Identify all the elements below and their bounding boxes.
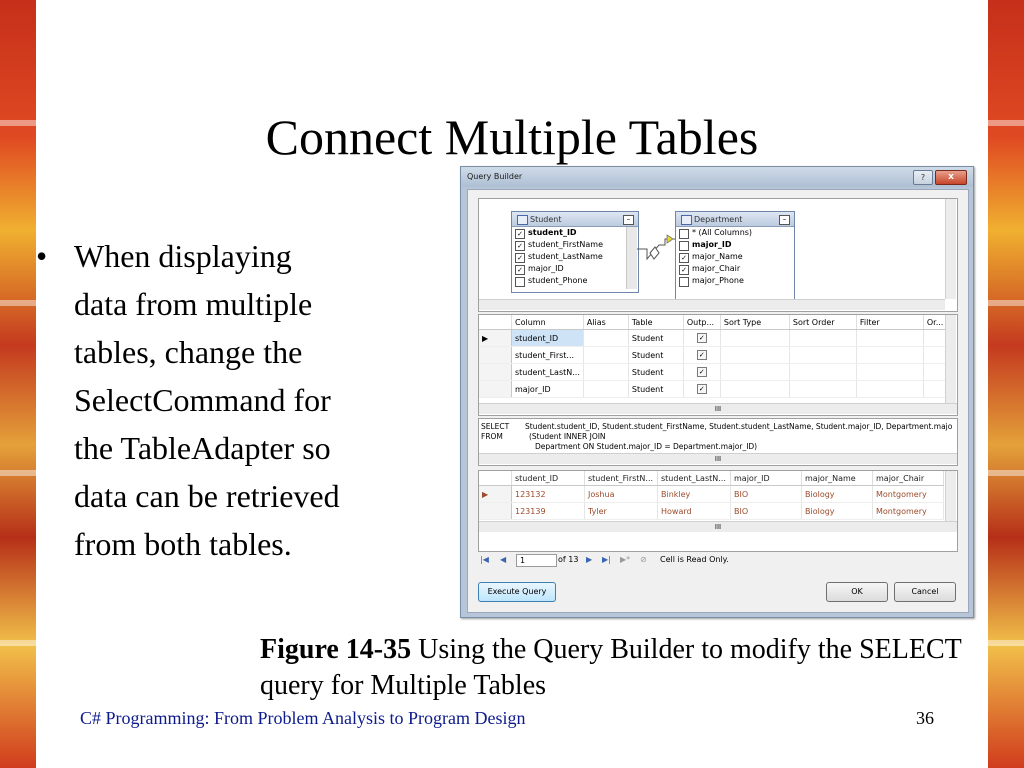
result-cell[interactable]: Biology	[802, 486, 873, 503]
result-cell[interactable]: Montgomery	[873, 503, 944, 520]
record-position-input[interactable]: 1	[516, 554, 557, 567]
result-column-header[interactable]: major_Chair	[873, 471, 944, 486]
help-button[interactable]: ?	[913, 170, 933, 185]
result-cell[interactable]: BIO	[731, 503, 802, 520]
column-checkbox[interactable]: ✓	[679, 265, 689, 275]
result-column-header[interactable]: student_ID	[512, 471, 585, 486]
diagram-vscroll[interactable]	[945, 199, 956, 299]
alias-cell[interactable]	[583, 364, 628, 381]
result-column-header[interactable]: major_Name	[802, 471, 873, 486]
column-cell[interactable]: major_ID	[512, 381, 584, 398]
diagram-hscroll[interactable]	[479, 299, 945, 310]
result-cell[interactable]: 123139	[512, 503, 585, 520]
result-row[interactable]	[479, 503, 944, 520]
empty-cell[interactable]	[856, 330, 923, 347]
empty-cell[interactable]	[789, 330, 856, 347]
output-checkbox[interactable]: ✓	[697, 384, 707, 394]
table-column-row[interactable]	[512, 227, 638, 239]
table-column-row[interactable]	[676, 239, 794, 251]
table-name: Department	[694, 215, 743, 224]
student-table-box[interactable]	[511, 211, 639, 293]
empty-cell[interactable]	[789, 381, 856, 398]
sql-join-line: Department ON Student.major_ID = Department.major_ID)	[535, 442, 758, 451]
column-label: major_Name	[692, 252, 743, 261]
column-label: student_FirstName	[528, 240, 604, 249]
table-column-row[interactable]	[676, 251, 794, 263]
output-checkbox[interactable]: ✓	[697, 367, 707, 377]
result-cell[interactable]: BIO	[731, 486, 802, 503]
column-cell[interactable]: student_LastN...	[512, 364, 584, 381]
row-header[interactable]: ▶	[479, 330, 512, 347]
column-checkbox[interactable]	[515, 277, 525, 287]
result-column-header[interactable]: student_LastN...	[658, 471, 731, 486]
column-checkbox[interactable]: ✓	[515, 253, 525, 263]
minimize-icon[interactable]: –	[779, 215, 790, 225]
ok-button[interactable]: OK	[826, 582, 888, 602]
column-label: major_Chair	[692, 264, 741, 273]
bullet-text: When displaying data from multiple tables, change the SelectCommand for the TableAdapter so data can be retrieved from both tables.	[74, 238, 340, 562]
result-cell[interactable]: Tyler	[585, 503, 658, 520]
record-count: of 13	[558, 555, 579, 564]
column-checkbox[interactable]: ✓	[515, 265, 525, 275]
first-record-icon[interactable]: |◀	[480, 555, 489, 564]
footer-text: C# Programming: From Problem Analysis to Program Design	[80, 708, 526, 728]
criteria-row[interactable]	[479, 347, 950, 364]
output-cell[interactable]	[683, 381, 720, 398]
row-header[interactable]	[479, 381, 512, 398]
result-row[interactable]	[479, 486, 944, 503]
execute-query-button[interactable]: Execute Query	[478, 582, 556, 602]
result-cell[interactable]: Joshua	[585, 486, 658, 503]
diagram-pane[interactable]	[478, 198, 958, 312]
scroll-grip: III	[714, 405, 722, 413]
criteria-hscroll[interactable]	[479, 403, 957, 414]
column-label: major_ID	[692, 240, 732, 249]
column-checkbox[interactable]	[679, 277, 689, 287]
column-label: major_Phone	[692, 276, 744, 285]
dialog-title: Query Builder	[467, 172, 523, 181]
grid-column-header[interactable]: Sort Type	[720, 315, 789, 330]
result-cell[interactable]: Binkley	[658, 486, 731, 503]
column-checkbox[interactable]: ✓	[515, 229, 525, 239]
dialog-titlebar[interactable]	[461, 167, 973, 187]
figure-caption	[260, 632, 1000, 704]
row-header[interactable]	[479, 347, 512, 364]
grid-column-header[interactable]: Outp...	[683, 315, 720, 330]
table-icon	[681, 215, 692, 225]
table-column-row[interactable]	[676, 275, 794, 287]
minimize-icon[interactable]: –	[623, 215, 634, 225]
grid-column-header[interactable]: Or...	[923, 315, 950, 330]
scroll-grip: III	[714, 523, 722, 531]
table-scrollbar[interactable]	[626, 227, 637, 289]
table-cell[interactable]: Student	[628, 330, 683, 347]
column-checkbox[interactable]	[679, 241, 689, 251]
result-cell[interactable]: Biology	[802, 503, 873, 520]
empty-cell[interactable]	[856, 364, 923, 381]
criteria-vscroll[interactable]	[945, 315, 956, 403]
empty-cell[interactable]	[720, 330, 789, 347]
alias-cell[interactable]	[583, 381, 628, 398]
table-column-row[interactable]	[512, 251, 638, 263]
next-record-icon[interactable]: ▶	[586, 555, 593, 564]
result-cell[interactable]: Montgomery	[873, 486, 944, 503]
output-cell[interactable]	[683, 364, 720, 381]
table-column-row[interactable]	[676, 227, 794, 239]
column-cell[interactable]: student_First...	[512, 347, 584, 364]
result-cell[interactable]: Howard	[658, 503, 731, 520]
record-navigator	[478, 552, 956, 568]
column-label: major_ID	[528, 264, 564, 273]
caption-text: Using the Query Builder to modify the SELECT query for Multiple Tables	[260, 634, 962, 701]
table-cell[interactable]: Student	[628, 347, 683, 364]
column-checkbox[interactable]: ✓	[679, 253, 689, 263]
table-cell[interactable]: Student	[628, 364, 683, 381]
department-table-box[interactable]	[675, 211, 795, 301]
close-button[interactable]: x	[935, 170, 967, 185]
sql-hscroll[interactable]	[479, 453, 957, 464]
column-label: student_ID	[528, 228, 577, 237]
results-vscroll[interactable]	[945, 471, 956, 521]
grid-column-header[interactable]: Table	[628, 315, 683, 330]
criteria-row[interactable]	[479, 364, 950, 381]
join-connector	[637, 219, 677, 279]
grid-column-header[interactable]: Filter	[856, 315, 923, 330]
caption-figure-number: Figure 14-35	[260, 634, 412, 665]
sql-pane[interactable]	[478, 418, 958, 466]
criteria-pane[interactable]	[478, 314, 958, 416]
results-grid[interactable]	[479, 471, 944, 520]
table-column-row[interactable]	[676, 263, 794, 275]
column-cell[interactable]: student_ID	[512, 330, 584, 347]
criteria-grid[interactable]	[479, 315, 951, 398]
output-checkbox[interactable]: ✓	[697, 350, 707, 360]
table-name: Student	[530, 215, 562, 224]
column-label: * (All Columns)	[692, 228, 753, 237]
last-record-icon[interactable]: ▶|	[602, 555, 611, 564]
empty-cell[interactable]	[720, 347, 789, 364]
table-column-row[interactable]	[512, 263, 638, 275]
column-checkbox[interactable]: ✓	[515, 241, 525, 251]
dialog-client-area	[467, 189, 969, 613]
row-header[interactable]	[479, 503, 512, 520]
sql-from-line: (Student INNER JOIN	[529, 432, 606, 441]
table-icon	[517, 215, 528, 225]
alias-cell[interactable]	[583, 347, 628, 364]
empty-cell[interactable]	[789, 364, 856, 381]
row-header[interactable]	[479, 364, 512, 381]
query-builder-dialog	[460, 166, 974, 618]
page-number: 36	[916, 708, 934, 728]
slide-title: Connect Multiple Tables	[265, 109, 759, 165]
alias-cell[interactable]	[583, 330, 628, 347]
empty-cell[interactable]	[856, 347, 923, 364]
criteria-row[interactable]	[479, 381, 950, 398]
sql-from-keyword: FROM	[481, 432, 503, 441]
sql-select-line: Student.student_ID, Student.student_FirstName, Student.student_LastName, Student.major_ID, Department.majo	[525, 422, 953, 431]
grid-column-header[interactable]: Column	[512, 315, 584, 330]
column-checkbox[interactable]	[679, 229, 689, 239]
prev-record-icon[interactable]: ◀	[500, 555, 507, 564]
stop-icon[interactable]: ⊘	[640, 555, 647, 564]
bullet-marker: •	[36, 238, 48, 274]
output-cell[interactable]	[683, 330, 720, 347]
empty-cell[interactable]	[789, 347, 856, 364]
table-cell[interactable]: Student	[628, 381, 683, 398]
results-hscroll[interactable]	[479, 521, 957, 532]
grid-column-header[interactable]: Sort Order	[789, 315, 856, 330]
scroll-grip: III	[714, 455, 722, 463]
empty-cell[interactable]	[720, 381, 789, 398]
result-column-header[interactable]: major_ID	[731, 471, 802, 486]
results-pane[interactable]	[478, 470, 958, 552]
column-label: student_LastName	[528, 252, 603, 261]
empty-cell[interactable]	[856, 381, 923, 398]
sql-select-keyword: SELECT	[481, 422, 510, 431]
column-label: student_Phone	[528, 276, 588, 285]
output-checkbox[interactable]: ✓	[697, 333, 707, 343]
row-header[interactable]: ▶	[479, 486, 512, 503]
result-cell[interactable]: 123132	[512, 486, 585, 503]
grid-column-header[interactable]: Alias	[583, 315, 628, 330]
output-cell[interactable]	[683, 347, 720, 364]
result-column-header[interactable]: student_FirstN...	[585, 471, 658, 486]
criteria-row[interactable]	[479, 330, 950, 347]
new-record-icon[interactable]: ▶*	[620, 555, 631, 564]
table-column-row[interactable]	[512, 239, 638, 251]
status-text: Cell is Read Only.	[660, 555, 729, 564]
table-column-row[interactable]	[512, 275, 638, 287]
cancel-button[interactable]: Cancel	[894, 582, 956, 602]
empty-cell[interactable]	[720, 364, 789, 381]
